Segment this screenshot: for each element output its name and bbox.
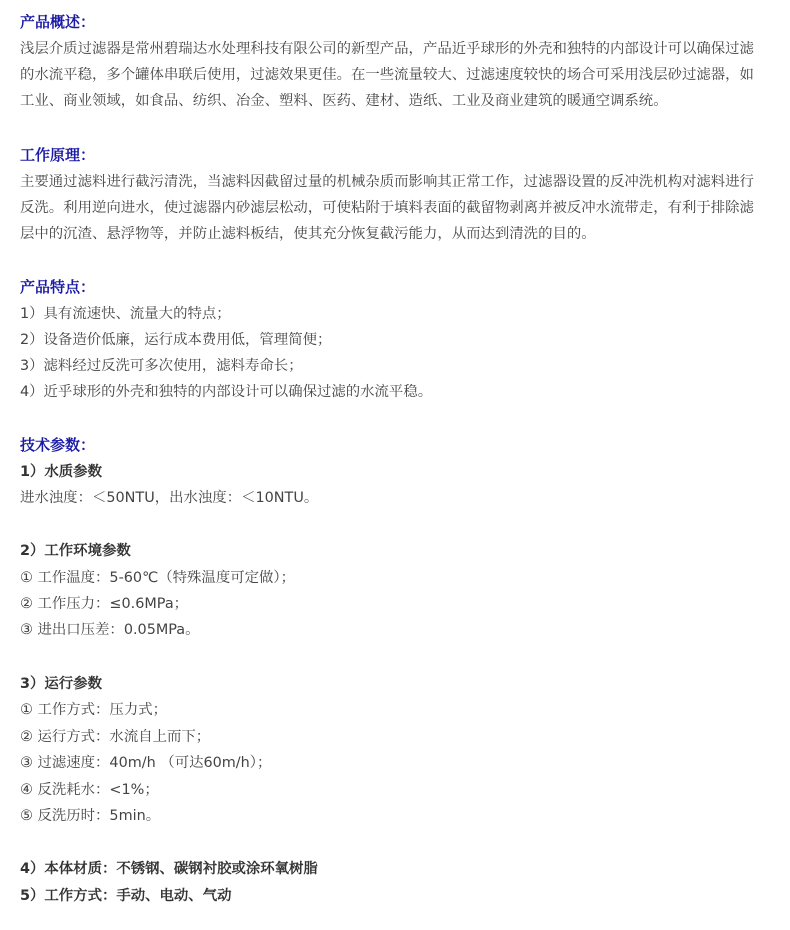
overview-line-2: 的水流平稳，多个罐体串联后使用，过滤效果更佳。在一些流量较大、过滤速度较快的场合可采用浅层砂过滤器，如 bbox=[20, 67, 754, 83]
overview-line-3: 工业、商业领域，如食品、纺织、冶金、塑料、医药、建材、造纸、工业及商业建筑的暖通空调系统。 bbox=[20, 93, 668, 109]
feature-item-2: 2）设备造价低廉，运行成本费用低，管理简便； bbox=[20, 332, 332, 348]
specs-heading: 技术参数： bbox=[20, 436, 96, 454]
environment-item-2: ② 工作压力：≤0.6MPa； bbox=[20, 596, 189, 612]
overview-line-1: 浅层介质过滤器是常州碧瑞达水处理科技有限公司的新型产品，产品近乎球形的外壳和独特的内部设计可以确保过滤 bbox=[20, 41, 754, 57]
principle-line-2: 反洗。利用逆向进水，使过滤器内砂滤层松动，可使粘附于填料表面的截留物剥离并被反冲水流带走，有利于排除滤 bbox=[20, 200, 754, 216]
operation-item-4: ④ 反洗耗水：<1%； bbox=[20, 782, 159, 798]
operation-item-5: ⑤ 反洗历时：5min。 bbox=[20, 808, 161, 824]
overview-heading: 产品概述： bbox=[20, 13, 96, 31]
principle-heading: 工作原理： bbox=[20, 146, 96, 164]
environment-item-1: ① 工作温度：5-60℃（特殊温度可定做）； bbox=[20, 570, 295, 586]
feature-item-1: 1）具有流速快、流量大的特点； bbox=[20, 306, 231, 322]
water-quality-title: 1）水质参数 bbox=[20, 464, 102, 480]
principle-line-3: 层中的沉渣、悬浮物等，并防止滤料板结，使其充分恢复截污能力，从而达到清洗的目的。 bbox=[20, 226, 596, 242]
operation-item-1: ① 工作方式：压力式； bbox=[20, 702, 167, 718]
water-quality-text: 进水浊度：＜50NTU，出水浊度：＜10NTU。 bbox=[20, 490, 319, 506]
principle-line-1: 主要通过滤料进行截污清洗，当滤料因截留过量的机械杂质而影响其正常工作，过滤器设置的反冲洗机构对滤料进行 bbox=[20, 174, 754, 190]
feature-item-4: 4）近乎球形的外壳和独特的内部设计可以确保过滤的水流平稳。 bbox=[20, 384, 433, 400]
features-heading: 产品特点： bbox=[20, 278, 96, 296]
environment-item-3: ③ 进出口压差：0.05MPa。 bbox=[20, 622, 200, 638]
feature-item-3: 3）滤料经过反洗可多次使用，滤料寿命长； bbox=[20, 358, 303, 374]
environment-title: 2）工作环境参数 bbox=[20, 543, 131, 559]
operation-title: 3）运行参数 bbox=[20, 676, 102, 692]
work-mode-line: 5）工作方式：手动、电动、气动 bbox=[20, 888, 232, 904]
operation-item-3: ③ 过滤速度：40m/h （可达60m/h）； bbox=[20, 755, 272, 771]
operation-item-2: ② 运行方式：水流自上而下； bbox=[20, 729, 211, 745]
material-line: 4）本体材质：不锈钢、碳钢衬胶或涂环氧树脂 bbox=[20, 861, 318, 877]
